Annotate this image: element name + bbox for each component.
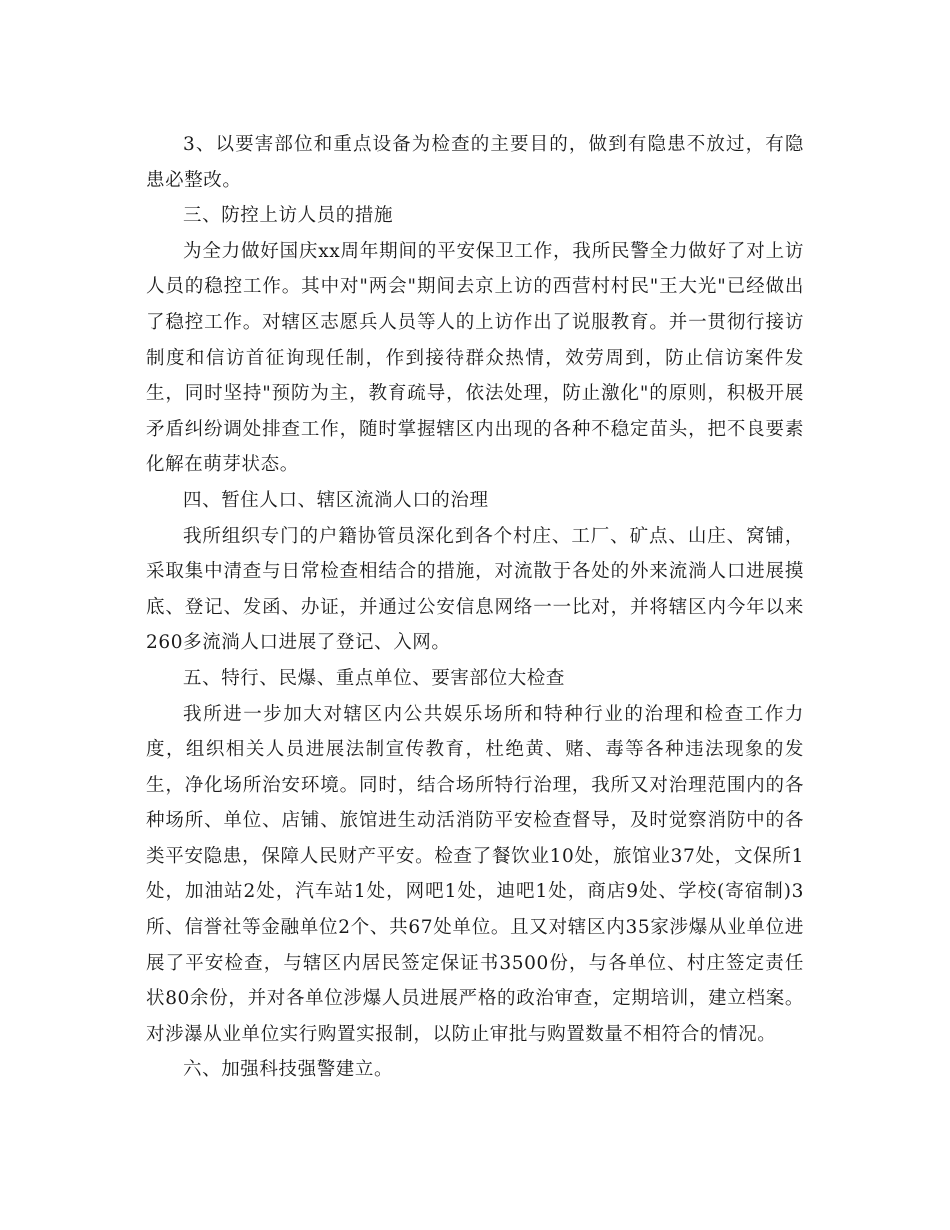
section-heading-technology: 六、加强科技强警建立。 bbox=[183, 1059, 394, 1081]
document-body bbox=[146, 127, 804, 1088]
paragraph-inspection-goal: 3、以要害部位和重点设备为检查的主要目的，做到有隐患不放过，有隐患必整改。 bbox=[146, 134, 804, 191]
paragraph-petition-control: 为全力做好国庆xx周年期间的平安保卫工作，我所民警全力做好了对上访人员的稳控工作。其中对"两会"期间去京上访的西营村村民"王大光"已经做出了稳控工作。对辖区志愿兵人员等人的上访作出了说服教育。并一贯彻行接访制度和信访首征询现任制，作到接待群众热情，效劳周到，防止信访案件发生，同时坚持"预防为主，教育疏导，依法处理，防止激化"的原则，积极开展矛盾纠纷调处排查工作，随时掌握辖区内出现的各种不稳定苗头，把不良要素化解在萌芽状态。 bbox=[146, 240, 804, 476]
section-heading-population-management: 四、暂住人口、辖区流淌人口的治理 bbox=[183, 489, 489, 511]
section-heading-petition-control: 三、防控上访人员的措施 bbox=[183, 205, 394, 227]
section-heading-special-inspection: 五、特行、民爆、重点单位、要害部位大检查 bbox=[183, 667, 566, 689]
paragraph-population-management: 我所组织专门的户籍协管员深化到各个村庄、工厂、矿点、山庄、窝铺，采取集中清查与日常检查相结合的措施，对流散于各处的外来流淌人口进展摸底、登记、发函、办证，并通过公安信息网络一一比对，并将辖区内今年以来260多流淌人口进展了登记、入网。 bbox=[146, 525, 804, 654]
paragraph-special-inspection: 我所进一步加大对辖区内公共娱乐场所和特种行业的治理和检查工作力度，组织相关人员进展法制宣传教育，杜绝黄、赌、毒等各种违法现象的发生，净化场所治安环境。同时，结合场所特行治理，我所又对治理范围内的各种场所、单位、店铺、旅馆进生动活消防平安检查督导，及时觉察消防中的各类平安隐患，保障人民财产平安。检查了餐饮业10处，旅馆业37处，文保所1处，加油站2处，汽车站1处，网吧1处，迪吧1处，商店9处、学校(寄宿制)3所、信誉社等金融单位2个、共67处单位。且又对辖区内35家涉爆从业单位进展了平安检查，与辖区内居民签定保证书3500份，与各单位、村庄签定责任状80余份，并对各单位涉爆人员进展严格的政治审查，定期培训，建立档案。对涉瀑从业单位实行购置实报制，以防止审批与购置数量不相符合的情况。 bbox=[146, 703, 804, 1045]
